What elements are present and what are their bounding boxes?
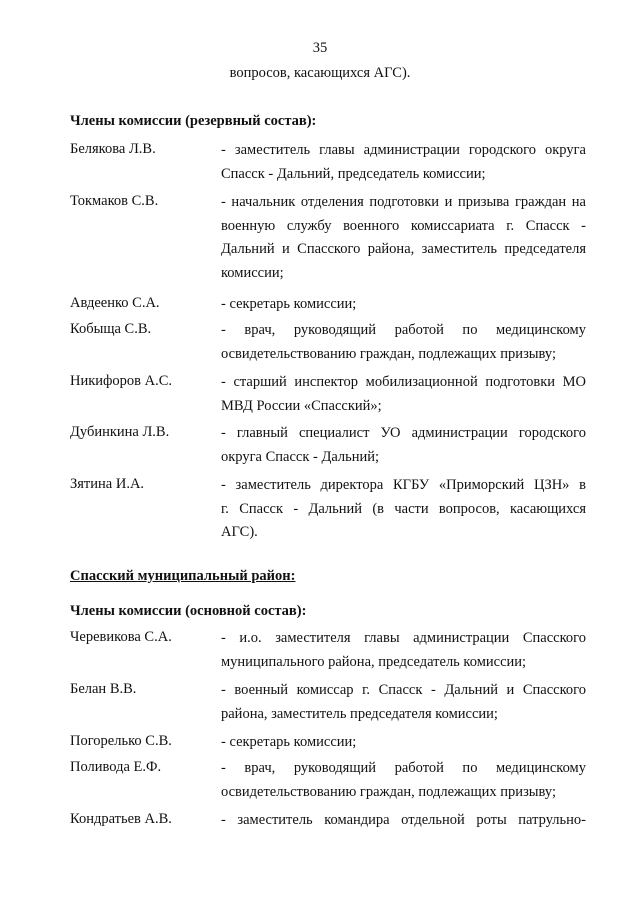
role-line: - и.о. заместителя главы администрации Спасского [221, 630, 586, 646]
member-name: Черевикова С.А. [70, 629, 172, 645]
member-name: Дубинкина Л.В. [70, 424, 170, 440]
role-line: - секретарь комиссии; [221, 296, 357, 312]
member-name: Кондратьев А.В. [70, 811, 172, 827]
role-line: - главный специалист УО администрации городского [221, 425, 586, 441]
role-line: - секретарь комиссии; [221, 734, 357, 750]
role-line: АГС). [221, 524, 258, 540]
member-name: Белан В.В. [70, 681, 137, 697]
role-line: Дальний и Спасского района, заместитель председателя [221, 241, 586, 257]
member-role [221, 319, 586, 366]
continuation-text: вопросов, касающихся АГС). [229, 65, 411, 81]
member-role [221, 627, 586, 674]
role-line: - старший инспектор мобилизационной подготовки МО [221, 374, 586, 390]
role-line: - военный комиссар г. Спасск - Дальний и Спасского [221, 682, 586, 698]
role-line: муниципального района, председатель комиссии; [221, 653, 527, 670]
member-name: Никифоров А.С. [70, 373, 173, 389]
role-line: - начальник отделения подготовки и призыва граждан на [221, 194, 586, 210]
role-line: - заместитель командира отдельной роты патрульно- [221, 812, 586, 828]
role-line: - заместитель главы администрации городского округа [221, 142, 586, 158]
member-role [221, 731, 586, 755]
member-name: Кобыща С.В. [70, 321, 152, 337]
district-heading: Спасский муниципальный район: [70, 568, 296, 584]
reserve-heading: Члены комиссии (резервный состав): [70, 113, 317, 129]
role-line: комиссии; [221, 264, 284, 281]
member-role [221, 474, 586, 545]
member-name: Зятина И.А. [70, 476, 145, 492]
role-line: - врач, руководящий работой по медицинскому [221, 322, 586, 338]
role-line: освидетельствованию граждан, подлежащих призыву; [221, 345, 556, 362]
member-role [221, 757, 586, 804]
member-role [221, 371, 586, 418]
member-name: Поливода Е.Ф. [70, 759, 162, 775]
role-line: района, заместитель председателя комиссии; [221, 705, 498, 722]
member-role [221, 422, 586, 469]
role-line: Спасск - Дальний, председатель комиссии; [221, 165, 486, 182]
role-line: г. Спасск - Дальний (в части вопросов, касающихся [221, 500, 586, 517]
page-number: 35 [312, 40, 328, 56]
member-role [221, 139, 586, 186]
member-name: Авдеенко С.А. [70, 295, 160, 311]
role-line: МВД России «Спасский»; [221, 397, 382, 414]
member-name: Токмаков С.В. [70, 193, 159, 209]
member-role [221, 293, 586, 317]
role-line: - врач, руководящий работой по медицинскому [221, 760, 586, 776]
role-line: округа Спасск - Дальний; [221, 448, 380, 465]
member-role [221, 191, 586, 285]
member-name: Белякова Л.В. [70, 141, 156, 157]
member-name: Погорелько С.В. [70, 733, 172, 749]
member-role [221, 809, 586, 833]
role-line: военную службу военного комиссариата г. Спасск - [221, 217, 586, 234]
main-heading: Члены комиссии (основной состав): [70, 603, 307, 619]
role-line: - заместитель директора КГБУ «Приморский ЦЗН» в [221, 477, 586, 493]
member-role [221, 679, 586, 726]
role-line: освидетельствованию граждан, подлежащих призыву; [221, 783, 556, 800]
